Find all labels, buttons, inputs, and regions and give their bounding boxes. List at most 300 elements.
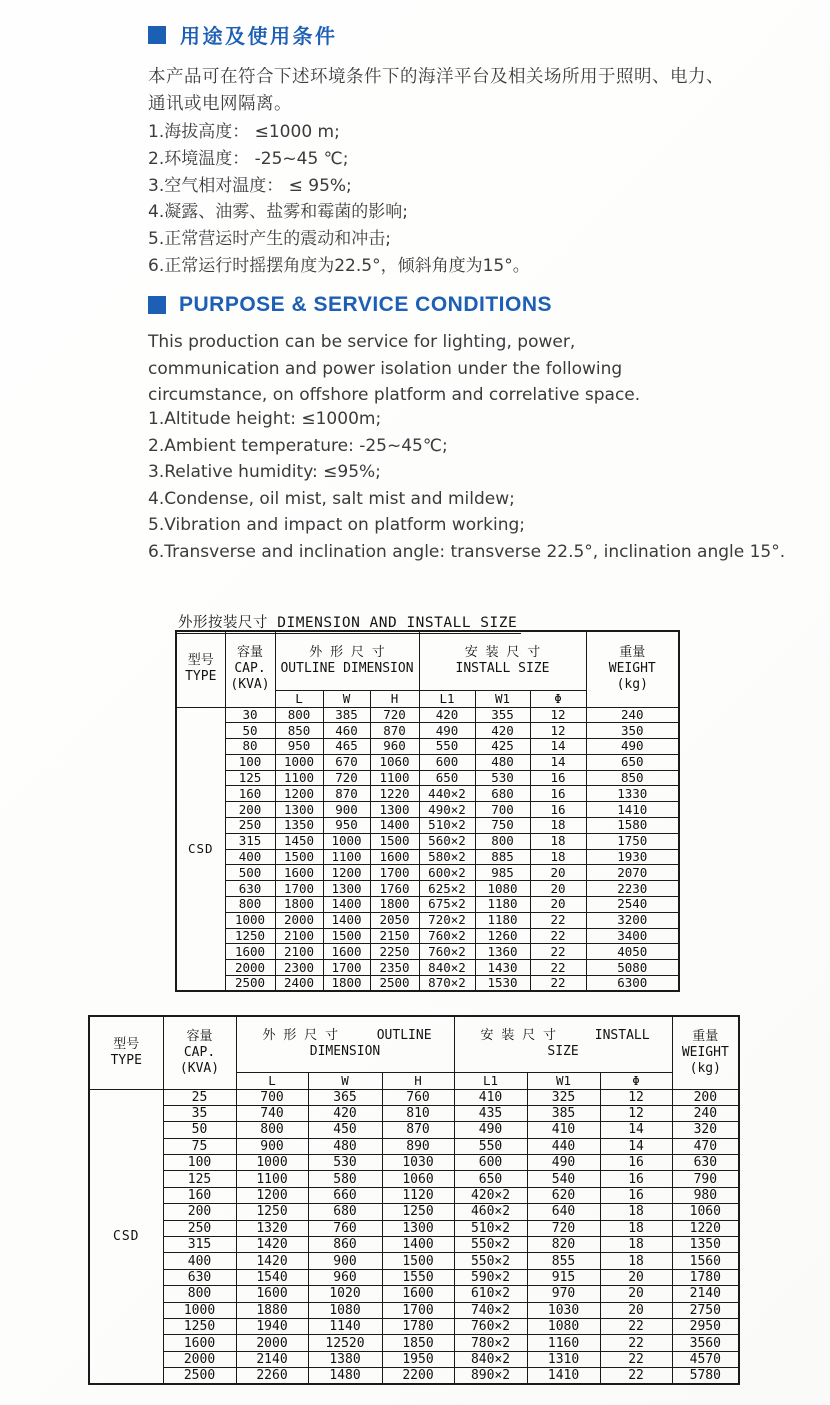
- table-cell: 18: [530, 833, 586, 849]
- table-cell: 200: [163, 1204, 236, 1220]
- table-cell: 420: [419, 707, 475, 723]
- table-cell: 740: [236, 1105, 308, 1121]
- table-cell: 680: [475, 786, 530, 802]
- table-cell: 720: [527, 1220, 600, 1236]
- table-row: [176, 865, 679, 881]
- header-weight: 重量 WEIGHT (kg): [672, 1016, 739, 1089]
- table-row: [89, 1335, 739, 1351]
- list-item: 4.Condense, oil mist, salt mist and mildew;: [148, 488, 515, 509]
- table-cell: 1750: [586, 833, 679, 849]
- table-cell: 250: [163, 1220, 236, 1236]
- table-cell: 16: [530, 786, 586, 802]
- table-row: [89, 1171, 739, 1187]
- table-cell: 1300: [382, 1220, 454, 1236]
- table-cell: 400: [163, 1253, 236, 1269]
- table-cell: 18: [530, 849, 586, 865]
- table-cell: 460: [323, 723, 370, 739]
- table-row: [176, 786, 679, 802]
- table-row: [89, 1351, 739, 1367]
- table-cell: 20: [600, 1286, 672, 1302]
- table-cell: 760×2: [419, 944, 475, 960]
- table-cell: 125: [163, 1171, 236, 1187]
- table-cell: 18: [600, 1253, 672, 1269]
- table-cell: 22: [530, 960, 586, 976]
- intro-paragraph-cn: 本产品可在符合下述环境条件下的海洋平台及相关场所用于照明、电力、通讯或电网隔离。: [148, 67, 724, 114]
- header-W1: W1: [475, 690, 530, 707]
- list-item: 6.Transverse and inclination angle: transverse 22.5°, inclination angle 15°.: [148, 541, 786, 562]
- table-cell: 22: [530, 928, 586, 944]
- table-cell: 1800: [275, 897, 323, 913]
- table-cell: 625×2: [419, 881, 475, 897]
- table-cell: 1500: [323, 928, 370, 944]
- table-cell: 1850: [382, 1335, 454, 1351]
- table-cell: 760: [382, 1089, 454, 1105]
- table-cell: 650: [419, 770, 475, 786]
- table-cell: 22: [600, 1368, 672, 1385]
- table-cell: 14: [530, 739, 586, 755]
- table-row: [176, 897, 679, 913]
- table-cell: 400: [225, 849, 275, 865]
- table-cell: 16: [600, 1171, 672, 1187]
- table-cell: 1700: [382, 1302, 454, 1318]
- table-cell: 1540: [236, 1269, 308, 1285]
- table-cell: 1250: [225, 928, 275, 944]
- header-H: H: [370, 690, 419, 707]
- table-cell: 860: [308, 1237, 382, 1253]
- table-cell: 385: [527, 1105, 600, 1121]
- table-cell: 450: [308, 1122, 382, 1138]
- table-cell: 900: [236, 1138, 308, 1154]
- table-cell: 12: [600, 1105, 672, 1121]
- table-cell: 1220: [672, 1220, 739, 1236]
- condition-list-en: [148, 406, 785, 566]
- table-cell: 1330: [586, 786, 679, 802]
- table-cell: 1430: [475, 960, 530, 976]
- table-cell: 16: [600, 1155, 672, 1171]
- table-cell: 50: [163, 1122, 236, 1138]
- header-type: 型号 TYPE: [176, 631, 225, 707]
- table-cell: 1350: [275, 818, 323, 834]
- table-row: [89, 1253, 739, 1269]
- table-cell: 160: [225, 786, 275, 802]
- table-cell: 2260: [236, 1368, 308, 1385]
- header-type: 型号 TYPE: [89, 1016, 163, 1089]
- table-cell: 12: [600, 1089, 672, 1105]
- table-cell: 980: [672, 1187, 739, 1203]
- dimension-install-table-2: [88, 1015, 740, 1385]
- table-cell: 885: [475, 849, 530, 865]
- table-cell: 2000: [225, 960, 275, 976]
- table-cell: 1160: [527, 1335, 600, 1351]
- dimension-install-table-1: [175, 630, 680, 992]
- table-cell: 855: [527, 1253, 600, 1269]
- table-cell: 580: [308, 1171, 382, 1187]
- table-cell: 1080: [527, 1318, 600, 1334]
- table-cell: 1500: [382, 1253, 454, 1269]
- table-cell: 25: [163, 1089, 236, 1105]
- table-cell: 720: [323, 770, 370, 786]
- table-cell: 365: [308, 1089, 382, 1105]
- header-weight: 重量 WEIGHT (kg): [586, 631, 679, 707]
- table-cell: 675×2: [419, 897, 475, 913]
- table-cell: 35: [163, 1105, 236, 1121]
- table-cell: 650: [586, 754, 679, 770]
- table-cell: 1930: [586, 849, 679, 865]
- table-cell: 325: [527, 1089, 600, 1105]
- table-cell: 1000: [275, 754, 323, 770]
- table-header-row: [89, 1016, 739, 1072]
- table-cell: 1480: [308, 1368, 382, 1385]
- table-cell: 640: [527, 1204, 600, 1220]
- table-cell: 2950: [672, 1318, 739, 1334]
- header-install-size: 安 装 尺 寸 INSTALL SIZE: [454, 1016, 672, 1072]
- table-cell: 1080: [308, 1302, 382, 1318]
- table-cell: 18: [600, 1237, 672, 1253]
- table-row: [176, 818, 679, 834]
- table-cell: 1450: [275, 833, 323, 849]
- table-cell: 760×2: [419, 928, 475, 944]
- table-cell: 550×2: [454, 1253, 527, 1269]
- table-cell: 840×2: [454, 1351, 527, 1367]
- table-row: [89, 1138, 739, 1154]
- header-capacity: 容量 CAP. (KVA): [163, 1016, 236, 1089]
- table-cell: 420: [308, 1105, 382, 1121]
- table-cell: 1880: [236, 1302, 308, 1318]
- table-cell: 1030: [382, 1155, 454, 1171]
- table-cell: 490: [527, 1155, 600, 1171]
- table-cell: 720×2: [419, 912, 475, 928]
- header-W: W: [308, 1072, 382, 1089]
- table-cell: 530: [308, 1155, 382, 1171]
- table-cell: 20: [600, 1269, 672, 1285]
- table-cell: 75: [163, 1138, 236, 1154]
- table-cell: 1320: [236, 1220, 308, 1236]
- table-row: [89, 1220, 739, 1236]
- table-row: [176, 707, 679, 723]
- table-cell: 355: [475, 707, 530, 723]
- table-cell: 6300: [586, 976, 679, 992]
- table-cell: 800: [475, 833, 530, 849]
- table-cell: 50: [225, 723, 275, 739]
- table-cell: 4570: [672, 1351, 739, 1367]
- table-cell: 630: [163, 1269, 236, 1285]
- table-cell: 700: [236, 1089, 308, 1105]
- table-cell: 985: [475, 865, 530, 881]
- table-cell: 250: [225, 818, 275, 834]
- table-cell: 1700: [323, 960, 370, 976]
- table-cell: 2140: [672, 1286, 739, 1302]
- table-cell: 800: [163, 1286, 236, 1302]
- table-cell: 2350: [370, 960, 419, 976]
- table-cell: 20: [530, 881, 586, 897]
- table-cell: 630: [672, 1155, 739, 1171]
- table-cell: 16: [530, 802, 586, 818]
- table-cell: 2050: [370, 912, 419, 928]
- header-outline-dimension: 外 形 尺 寸 OUTLINE DIMENSION: [236, 1016, 454, 1072]
- table-cell: 1600: [275, 865, 323, 881]
- table-cell: 18: [530, 818, 586, 834]
- table-cell: 425: [475, 739, 530, 755]
- table-cell: 1300: [323, 881, 370, 897]
- table-cell: 950: [275, 739, 323, 755]
- table-header-row: [176, 631, 679, 690]
- table-cell: 1600: [163, 1335, 236, 1351]
- table-cell: 125: [225, 770, 275, 786]
- table-cell: 14: [530, 754, 586, 770]
- table-cell: 1700: [275, 881, 323, 897]
- table-cell: 240: [672, 1105, 739, 1121]
- table-cell: 16: [530, 770, 586, 786]
- table-cell: 600: [419, 754, 475, 770]
- table-cell: 465: [323, 739, 370, 755]
- header-H: H: [382, 1072, 454, 1089]
- table-cell: 810: [382, 1105, 454, 1121]
- list-item: 2.环境温度： -25~45 ℃;: [148, 148, 349, 169]
- section-header-cn: [148, 20, 338, 49]
- table-cell: 1350: [672, 1237, 739, 1253]
- table-cell: 2300: [275, 960, 323, 976]
- table-cell: 750: [475, 818, 530, 834]
- table-cell: 5080: [586, 960, 679, 976]
- table-cell: 1800: [323, 976, 370, 992]
- table-cell: 960: [308, 1269, 382, 1285]
- table-row: [176, 770, 679, 786]
- table-row: [89, 1122, 739, 1138]
- table-cell: 800: [236, 1122, 308, 1138]
- table-cell: 1420: [236, 1253, 308, 1269]
- table-cell: 22: [530, 944, 586, 960]
- table-cell: 1060: [672, 1204, 739, 1220]
- table-row: [89, 1089, 739, 1105]
- table-cell: 2500: [163, 1368, 236, 1385]
- table-cell: 1410: [586, 802, 679, 818]
- intro-paragraph-en: This production can be service for lighting, power, communication and power isolation under the following circumstance, on offshore platform and correlative space.: [148, 332, 641, 405]
- table-row: [176, 976, 679, 992]
- table-cell: 1600: [323, 944, 370, 960]
- table-cell: 1380: [308, 1351, 382, 1367]
- table-cell: 1030: [527, 1302, 600, 1318]
- list-item: 1.海拔高度： ≤1000 m;: [148, 122, 340, 142]
- table-cell: 18: [600, 1220, 672, 1236]
- type-cell: CSD: [89, 1089, 163, 1384]
- table-cell: 1700: [370, 865, 419, 881]
- table-cell: 1060: [382, 1171, 454, 1187]
- table-cell: 2070: [586, 865, 679, 881]
- table-cell: 2500: [370, 976, 419, 992]
- table-cell: 160: [163, 1187, 236, 1203]
- header-L: L: [275, 690, 323, 707]
- table-cell: 590×2: [454, 1269, 527, 1285]
- table-row: [176, 912, 679, 928]
- table-cell: 1140: [308, 1318, 382, 1334]
- table-cell: 2200: [382, 1368, 454, 1385]
- table-cell: 315: [225, 833, 275, 849]
- table-cell: 1100: [275, 770, 323, 786]
- table-cell: 2000: [163, 1351, 236, 1367]
- table-cell: 1780: [672, 1269, 739, 1285]
- table-cell: 560×2: [419, 833, 475, 849]
- table-row: [89, 1187, 739, 1203]
- table-cell: 510×2: [419, 818, 475, 834]
- table-cell: 2100: [275, 928, 323, 944]
- table-cell: 530: [475, 770, 530, 786]
- table-cell: 22: [530, 912, 586, 928]
- table-cell: 315: [163, 1237, 236, 1253]
- table-cell: 240: [586, 707, 679, 723]
- table-cell: 435: [454, 1105, 527, 1121]
- table-cell: 820: [527, 1237, 600, 1253]
- table-cell: 2150: [370, 928, 419, 944]
- table-cell: 480: [308, 1138, 382, 1154]
- table-cell: 800: [225, 897, 275, 913]
- table-row: [89, 1105, 739, 1121]
- table-cell: 1000: [323, 833, 370, 849]
- table-cell: 960: [370, 739, 419, 755]
- header-phi: Φ: [600, 1072, 672, 1089]
- table-cell: 1560: [672, 1253, 739, 1269]
- table-cell: 500: [225, 865, 275, 881]
- table-row: [89, 1302, 739, 1318]
- blue-square-bullet: [148, 26, 166, 44]
- table-cell: 620: [527, 1187, 600, 1203]
- table-cell: 550: [419, 739, 475, 755]
- table-cell: 1400: [382, 1237, 454, 1253]
- table-cell: 850: [586, 770, 679, 786]
- table-cell: 1940: [236, 1318, 308, 1334]
- table-cell: 490: [419, 723, 475, 739]
- table-cell: 900: [308, 1253, 382, 1269]
- table-row: [89, 1237, 739, 1253]
- table-cell: 200: [672, 1089, 739, 1105]
- table-cell: 3560: [672, 1335, 739, 1351]
- table-row: [176, 802, 679, 818]
- table-row: [89, 1155, 739, 1171]
- table-row: [176, 881, 679, 897]
- table-cell: 2540: [586, 897, 679, 913]
- table-cell: 800: [275, 707, 323, 723]
- list-item: 2.Ambient temperature: -25~45℃;: [148, 435, 448, 456]
- table-cell: 12: [530, 707, 586, 723]
- blue-square-bullet: [148, 296, 166, 314]
- table-cell: 2250: [370, 944, 419, 960]
- table-row: [176, 960, 679, 976]
- table-cell: 1500: [370, 833, 419, 849]
- table-cell: 540: [527, 1171, 600, 1187]
- table-cell: 1200: [275, 786, 323, 802]
- table-cell: 440: [527, 1138, 600, 1154]
- table-cell: 870×2: [419, 976, 475, 992]
- header-capacity: 容量 CAP. (KVA): [225, 631, 275, 707]
- table-cell: 970: [527, 1286, 600, 1302]
- header-W1: W1: [527, 1072, 600, 1089]
- header-L1: L1: [419, 690, 475, 707]
- table-row: [89, 1204, 739, 1220]
- table-cell: 1260: [475, 928, 530, 944]
- table-cell: 30: [225, 707, 275, 723]
- table-cell: 490×2: [419, 802, 475, 818]
- table-cell: 1800: [370, 897, 419, 913]
- condition-list-cn: [148, 119, 530, 280]
- table-row: [176, 754, 679, 770]
- table-cell: 100: [225, 754, 275, 770]
- table-cell: 1400: [370, 818, 419, 834]
- table-cell: 1500: [275, 849, 323, 865]
- table-cell: 1020: [308, 1286, 382, 1302]
- table-cell: 1300: [275, 802, 323, 818]
- table-cell: 780×2: [454, 1335, 527, 1351]
- table-cell: 20: [530, 897, 586, 913]
- table-cell: 18: [600, 1204, 672, 1220]
- table-cell: 1950: [382, 1351, 454, 1367]
- table-cell: 1580: [586, 818, 679, 834]
- table-cell: 385: [323, 707, 370, 723]
- table-cell: 850: [275, 723, 323, 739]
- table-cell: 480: [475, 754, 530, 770]
- list-item: 3.空气相对温度： ≤ 95%;: [148, 175, 352, 196]
- table-cell: 890×2: [454, 1368, 527, 1385]
- table-cell: 350: [586, 723, 679, 739]
- table-cell: 20: [530, 865, 586, 881]
- table-row: [176, 723, 679, 739]
- table-cell: 490: [586, 739, 679, 755]
- table-cell: 1100: [323, 849, 370, 865]
- table-cell: 410: [454, 1089, 527, 1105]
- table-row: [176, 739, 679, 755]
- table-cell: 870: [382, 1122, 454, 1138]
- table-cell: 870: [323, 786, 370, 802]
- table-cell: 1420: [236, 1237, 308, 1253]
- table-cell: 510×2: [454, 1220, 527, 1236]
- table-cell: 550: [454, 1138, 527, 1154]
- table-cell: 790: [672, 1171, 739, 1187]
- section-header-en: [148, 293, 552, 317]
- table-cell: 490: [454, 1122, 527, 1138]
- table-cell: 720: [370, 707, 419, 723]
- table-row: [176, 944, 679, 960]
- table-cell: 1060: [370, 754, 419, 770]
- table-row: [89, 1269, 739, 1285]
- table-row: [176, 928, 679, 944]
- table-cell: 1120: [382, 1187, 454, 1203]
- table-cell: 650: [454, 1171, 527, 1187]
- table-cell: 320: [672, 1122, 739, 1138]
- table-cell: 440×2: [419, 786, 475, 802]
- table-cell: 14: [600, 1122, 672, 1138]
- table-cell: 550×2: [454, 1237, 527, 1253]
- table-cell: 2140: [236, 1351, 308, 1367]
- table-cell: 12: [530, 723, 586, 739]
- table-cell: 470: [672, 1138, 739, 1154]
- table-cell: 1600: [382, 1286, 454, 1302]
- section-title-cn: 用途及使用条件: [180, 24, 338, 48]
- table-cell: 630: [225, 881, 275, 897]
- table-cell: 1300: [370, 802, 419, 818]
- table-cell: 2500: [225, 976, 275, 992]
- table-cell: 1180: [475, 912, 530, 928]
- header-W: W: [323, 690, 370, 707]
- list-item: 3.Relative humidity: ≤95%;: [148, 462, 381, 483]
- header-phi: Φ: [530, 690, 586, 707]
- table-cell: 5780: [672, 1368, 739, 1385]
- table-cell: 22: [600, 1318, 672, 1334]
- table-row: [176, 833, 679, 849]
- table-row: [89, 1286, 739, 1302]
- table-cell: 1760: [370, 881, 419, 897]
- table-cell: 1100: [370, 770, 419, 786]
- table-cell: 915: [527, 1269, 600, 1285]
- table-cell: 660: [308, 1187, 382, 1203]
- table-row: [89, 1368, 739, 1385]
